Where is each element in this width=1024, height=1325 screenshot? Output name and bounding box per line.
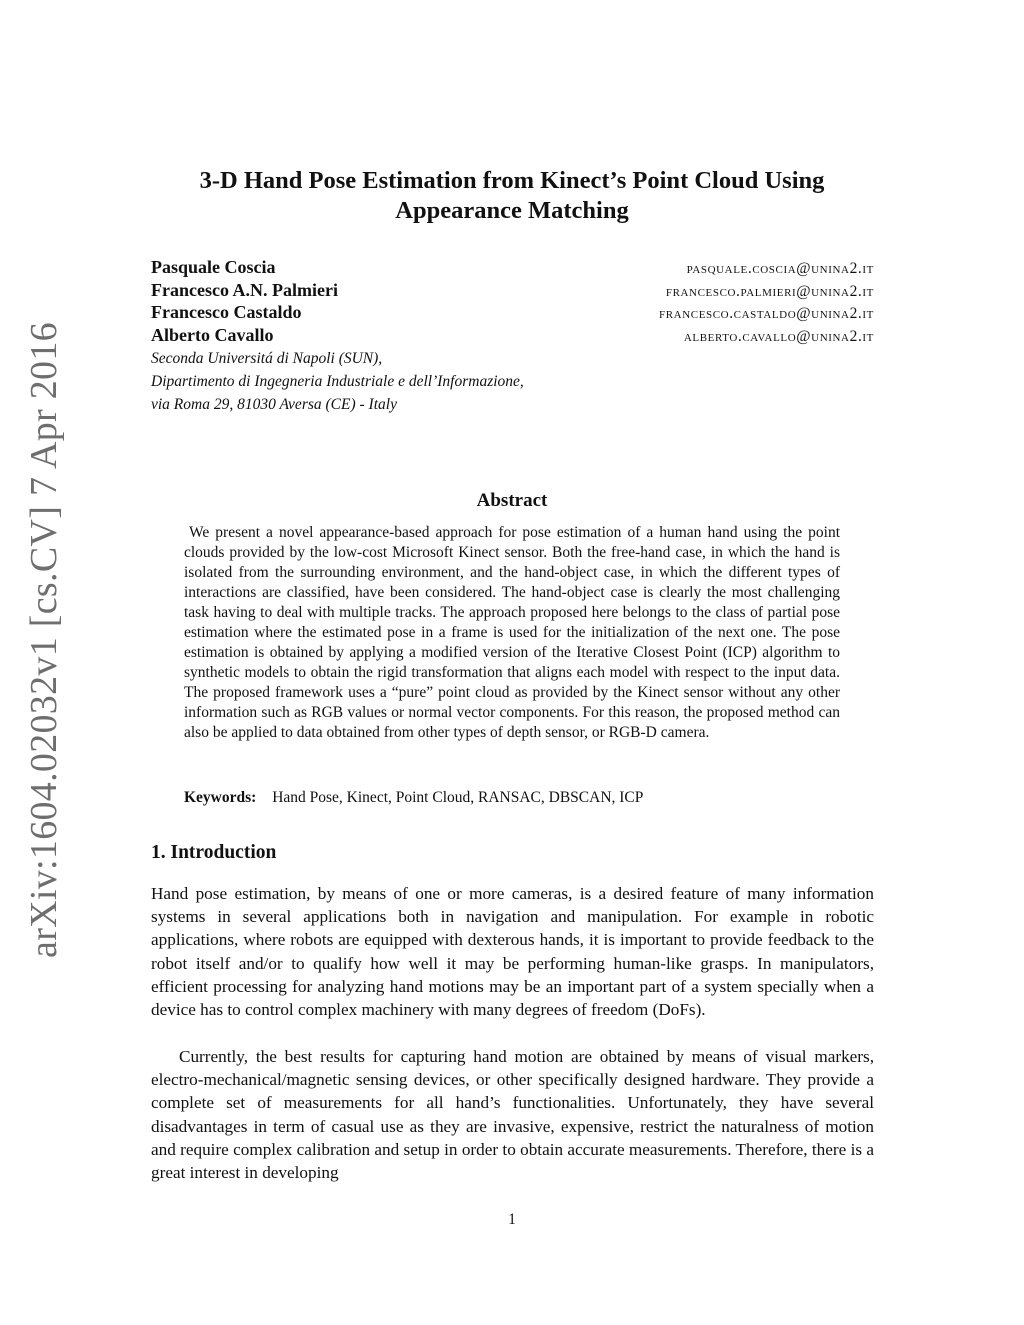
author-row xyxy=(151,257,874,280)
title-line-2: Appearance Matching xyxy=(395,197,629,224)
affiliation-line: Seconda Universitá di Napoli (SUN), xyxy=(151,350,383,367)
section-heading-introduction: 1. Introduction xyxy=(151,842,277,863)
author-email[interactable]: alberto.cavallo@unina2.it xyxy=(683,327,874,345)
keywords-label: Keywords: xyxy=(184,789,257,806)
body-paragraph: Currently, the best results for capturing hand motion are obtained by means of visual markers, electro-mechanical/magnetic sensing devices, or other specifically designed hardware. They provide a complete set of measurements for all hand’s functionalities. Unfortunately, they have several disadvantages in term of casual use as they are invasive, expensive, restrict the naturalness of motion and require complex calibration and setup in order to obtain accurate measurements. Therefore, there is a great interest in developing xyxy=(151,1047,874,1183)
abstract-text: We present a novel appearance-based approach for pose estimation of a human hand using the point clouds provided by the low-cost Microsoft Kinect sensor. Both the free-hand case, in which the hand is isolated from the surrounding environment, and the hand-object case, in which the different types of interactions are classified, have been considered. The hand-object case is clearly the most challenging task having to deal with multiple tracks. The approach proposed here belongs to the class of partial pose estimation where the estimated pose in a frame is used for the initialization of the next one. The pose estimation is obtained by applying a modified version of the Iterative Closest Point (ICP) algorithm to synthetic models to obtain the rigid transformation that aligns each model with respect to the input data. The proposed framework uses a “pure” point cloud as provided by the Kinect sensor without any other information such as RGB values or normal vector components. For this reason, the proposed method can also be applied to data obtained from other types of depth sensor, or RGB-D camera. xyxy=(184,524,840,741)
author-row xyxy=(151,280,874,303)
author-email[interactable]: pasquale.coscia@unina2.it xyxy=(686,260,874,277)
title-line-1: 3-D Hand Pose Estimation from Kinect’s Point Cloud Using xyxy=(199,167,825,194)
author-name: Pasquale Coscia xyxy=(151,257,276,277)
abstract-heading: Abstract xyxy=(476,490,548,511)
author-block xyxy=(151,257,874,416)
author-email[interactable]: francesco.castaldo@unina2.it xyxy=(659,305,874,322)
author-name: Alberto Cavallo xyxy=(151,324,274,345)
page-number: 1 xyxy=(508,1211,516,1228)
body-paragraph: Hand pose estimation, by means of one or more cameras, is a desired feature of many information systems in several applications both in navigation and manipulation. For example in robotic applications, where robots are equipped with dexterous hands, it is important to provide feedback to the robot itself and/or to qualify how well it may be performing human-like grasps. In manipulators, efficient processing for analyzing hand motions may be an important part of a system specially when a device has to control complex machinery with many degrees of freedom (DoFs). xyxy=(151,884,874,1020)
paper-title xyxy=(150,166,874,226)
arxiv-identifier: arXiv:1604.02032v1 [cs.CV] 7 Apr 2016 xyxy=(23,322,65,958)
keywords-value: Hand Pose, Kinect, Point Cloud, RANSAC, DBSCAN, ICP xyxy=(272,789,644,806)
affiliation-line: Dipartimento di Ingegneria Industriale e dell’Informazione, xyxy=(151,373,524,390)
author-row xyxy=(151,325,874,348)
keywords xyxy=(184,789,840,807)
author-email[interactable]: francesco.palmieri@unina2.it xyxy=(665,282,874,300)
author-name: Francesco A.N. Palmieri xyxy=(151,279,338,300)
author-name: Francesco Castaldo xyxy=(151,302,302,322)
author-row xyxy=(151,302,874,325)
affiliation-line: via Roma 29, 81030 Aversa (CE) - Italy xyxy=(151,396,397,413)
affiliation xyxy=(151,347,874,416)
